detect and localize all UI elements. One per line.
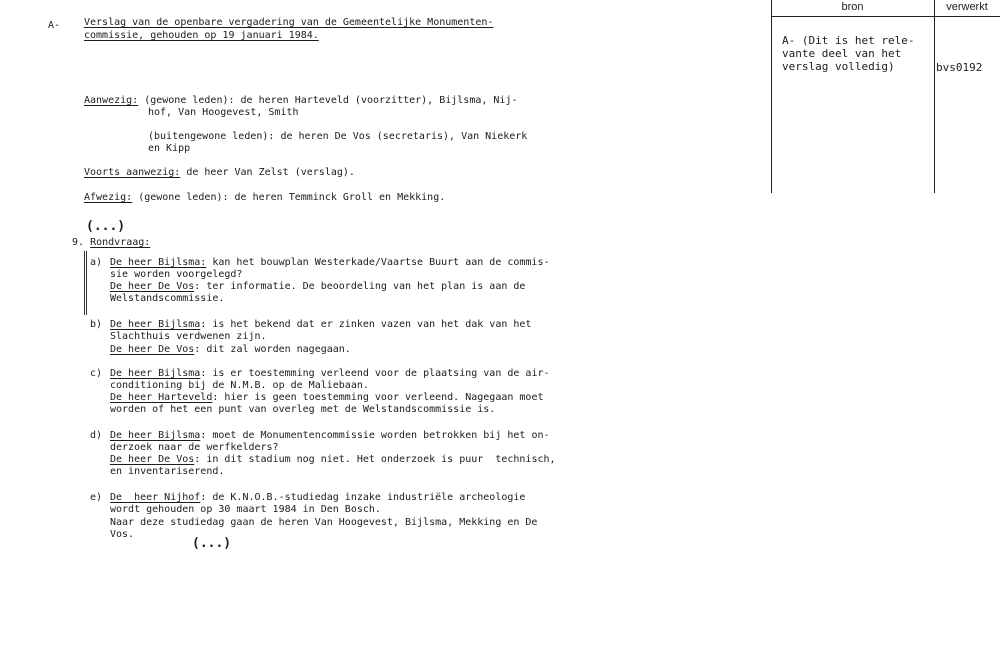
item-d-speaker-1: De heer Bijlsma [110, 430, 201, 441]
side-table-header-divider [771, 16, 1000, 17]
item-c-letter: c) [90, 368, 103, 379]
item-a-line-2: sie worden voorgelegd? [110, 269, 243, 280]
ellipsis-top: (...) [86, 219, 126, 234]
document-title-line-1: Verslag van de openbare vergadering van de Gemeentelijke Monumenten- [84, 17, 494, 28]
side-table-column-divider [934, 0, 935, 193]
item-c-line-1: De heer Bijlsma: is er toestemming verleend voor de plaatsing van de air- [110, 368, 550, 379]
item-e-line-4: Vos. [110, 529, 135, 540]
margin-bar-1 [84, 251, 85, 315]
also-present-text: de heer Van Zelst (verslag). [180, 167, 355, 178]
also-present-line [84, 167, 355, 179]
item-b-speaker-2: De heer De Vos [110, 344, 195, 355]
item-c-line-3: De heer Harteveld: hier is geen toestemming voor verleend. Nagegaan moet [110, 392, 544, 403]
item-c-speaker-2: De heer Harteveld [110, 392, 213, 403]
item-b-line-1: De heer Bijlsma: is het bekend dat er zinken vazen van het dak van het [110, 319, 532, 330]
absent-line [84, 192, 445, 204]
present-label: Aanwezig: [84, 95, 139, 106]
item-d-line-2: derzoek naar de werfkelders? [110, 442, 279, 453]
absent-text: (gewone leden): de heren Temminck Groll en Mekking. [132, 192, 446, 203]
side-table-processed-header: verwerkt [946, 1, 988, 13]
item-b-line-3: De heer De Vos: dit zal worden nagegaan. [110, 344, 351, 355]
item-e-line-1: De heer Nijhof: de K.N.O.B.-studiedag inzake industriële archeologie [110, 492, 526, 503]
ellipsis-bottom: (...) [192, 536, 232, 551]
extra-members-line-2: en Kipp [148, 143, 191, 154]
item-b-line-2: Slachthuis verdwenen zijn. [110, 331, 267, 342]
item-e-letter: e) [90, 492, 103, 503]
item-a-speaker-1: De heer Bijlsma: [110, 257, 207, 268]
side-table-source-header: bron [841, 1, 864, 13]
present-text-1: (gewone leden): de heren Harteveld (voorzitter), Bijlsma, Nij- [138, 95, 518, 106]
item-d-line-3: De heer De Vos: in dit stadium nog niet. Het onderzoek is puur technisch, [110, 454, 556, 465]
item-c-speaker-1: De heer Bijlsma [110, 368, 201, 379]
margin-bar-2 [86, 251, 87, 315]
side-table-source-line-2: vante deel van het [782, 47, 902, 60]
item-b-speaker-1: De heer Bijlsma [110, 319, 201, 330]
absent-label: Afwezig: [84, 192, 133, 203]
present-line-2: hof, Van Hoogevest, Smith [148, 107, 299, 118]
item-d-line-4: en inventariserend. [110, 466, 225, 477]
item-d-speaker-2: De heer De Vos [110, 454, 195, 465]
section-heading [72, 237, 150, 249]
item-c-line-4: worden of het een punt van overleg met de Welstandscommissie is. [110, 404, 496, 415]
side-table-source-line-1: A- (Dit is het rele- [782, 34, 915, 47]
item-d-letter: d) [90, 430, 103, 441]
side-table-source-line-3: verslag volledig) [782, 60, 895, 73]
margin-label: A- [48, 20, 61, 31]
section-title: Rondvraag: [90, 237, 151, 248]
item-a-letter: a) [90, 257, 103, 268]
side-table-processed-code: bvs0192 [936, 61, 983, 74]
item-a-line-1: De heer Bijlsma: kan het bouwplan Westerkade/Vaartse Buurt aan de commis- [110, 257, 550, 268]
item-e-line-3: Naar deze studiedag gaan de heren Van Hoogevest, Bijlsma, Mekking en De [110, 517, 538, 528]
item-a-line-3: De heer De Vos: ter informatie. De beoordeling van het plan is aan de [110, 281, 526, 292]
item-a-speaker-2: De heer De Vos [110, 281, 195, 292]
item-b-letter: b) [90, 319, 103, 330]
item-c-line-2: conditioning bij de N.M.B. op de Maliebaan. [110, 380, 369, 391]
item-e-line-2: wordt gehouden op 30 maart 1984 in Den Bosch. [110, 504, 381, 515]
present-line-1 [84, 95, 517, 107]
document-title-line-2: commissie, gehouden op 19 januari 1984. [84, 30, 319, 41]
extra-members-line-1: (buitengewone leden): de heren De Vos (secretaris), Van Niekerk [148, 131, 528, 142]
side-table-left-border [771, 0, 772, 193]
also-present-label: Voorts aanwezig: [84, 167, 181, 178]
item-e-speaker-1: De heer Nijhof [110, 492, 201, 503]
section-number: 9. [72, 237, 85, 248]
item-d-line-1: De heer Bijlsma: moet de Monumentencommissie worden betrokken bij het on- [110, 430, 550, 441]
item-a-line-4: Welstandscommissie. [110, 293, 225, 304]
